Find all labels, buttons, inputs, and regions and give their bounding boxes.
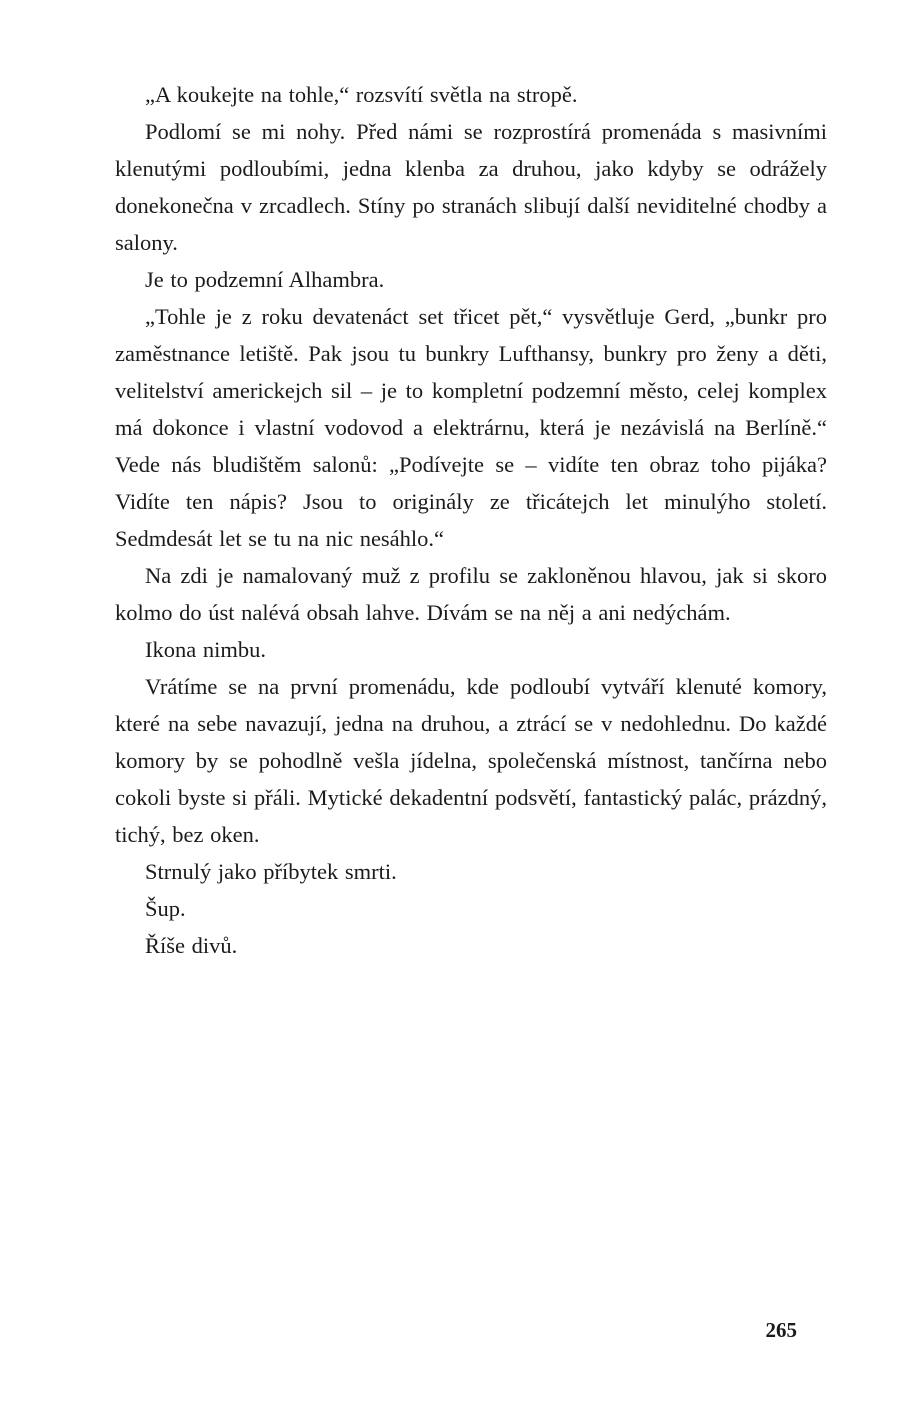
paragraph: „Tohle je z roku devatenáct set třicet pět,“ vysvětluje Gerd, „bunkr pro zaměstnance letiště. Pak jsou tu bunkry Lufthansy, bunkry pro ženy a děti, velitelství americkejch sil – je to kompletní podzemní město, celej komplex má dokonce i vlastní vodovod a elektrárnu, která je nezávislá na Berlíně.“ Vede nás bludištěm salonů: „Podívejte se – vidíte ten obraz toho pijáka? Vidíte ten nápis? Jsou to originály ze třicátejch let minulýho století. Sedmdesát let se tu na nic nesáhlo.“ (115, 304, 827, 551)
paragraph: Šup. (145, 896, 186, 921)
paragraph: Podlomí se mi nohy. Před námi se rozprostírá promenáda s masivními klenutými podloubími, jedna klenba za druhou, jako kdyby se odrážely donekonečna v zrcadlech. Stíny po stranách slibují další neviditelné chodby a salony. (115, 119, 827, 255)
paragraph: Je to podzemní Alhambra. (145, 267, 385, 292)
paragraph: Říše divů. (145, 933, 238, 958)
paragraph: Strnulý jako příbytek smrti. (145, 859, 397, 884)
paragraph: Vrátíme se na první promenádu, kde podloubí vytváří klenuté komory, které na sebe navazují, jedna na druhou, a ztrácí se v nedohlednu. Do každé komory by se pohodlně vešla jídelna, společenská místnost, tančírna nebo cokoli byste si přáli. Mytické dekadentní podsvětí, fantastický palác, prázdný, tichý, bez oken. (115, 674, 827, 847)
paragraph: „A koukejte na tohle,“ rozsvítí světla na stropě. (145, 82, 578, 107)
paragraph: Ikona nimbu. (145, 637, 266, 662)
page-number: 265 (765, 1318, 797, 1342)
body-text (115, 76, 827, 964)
paragraph: Na zdi je namalovaný muž z profilu se zakloněnou hlavou, jak si skoro kolmo do úst nalévá obsah lahve. Dívám se na něj a ani nedýchám. (115, 563, 827, 625)
